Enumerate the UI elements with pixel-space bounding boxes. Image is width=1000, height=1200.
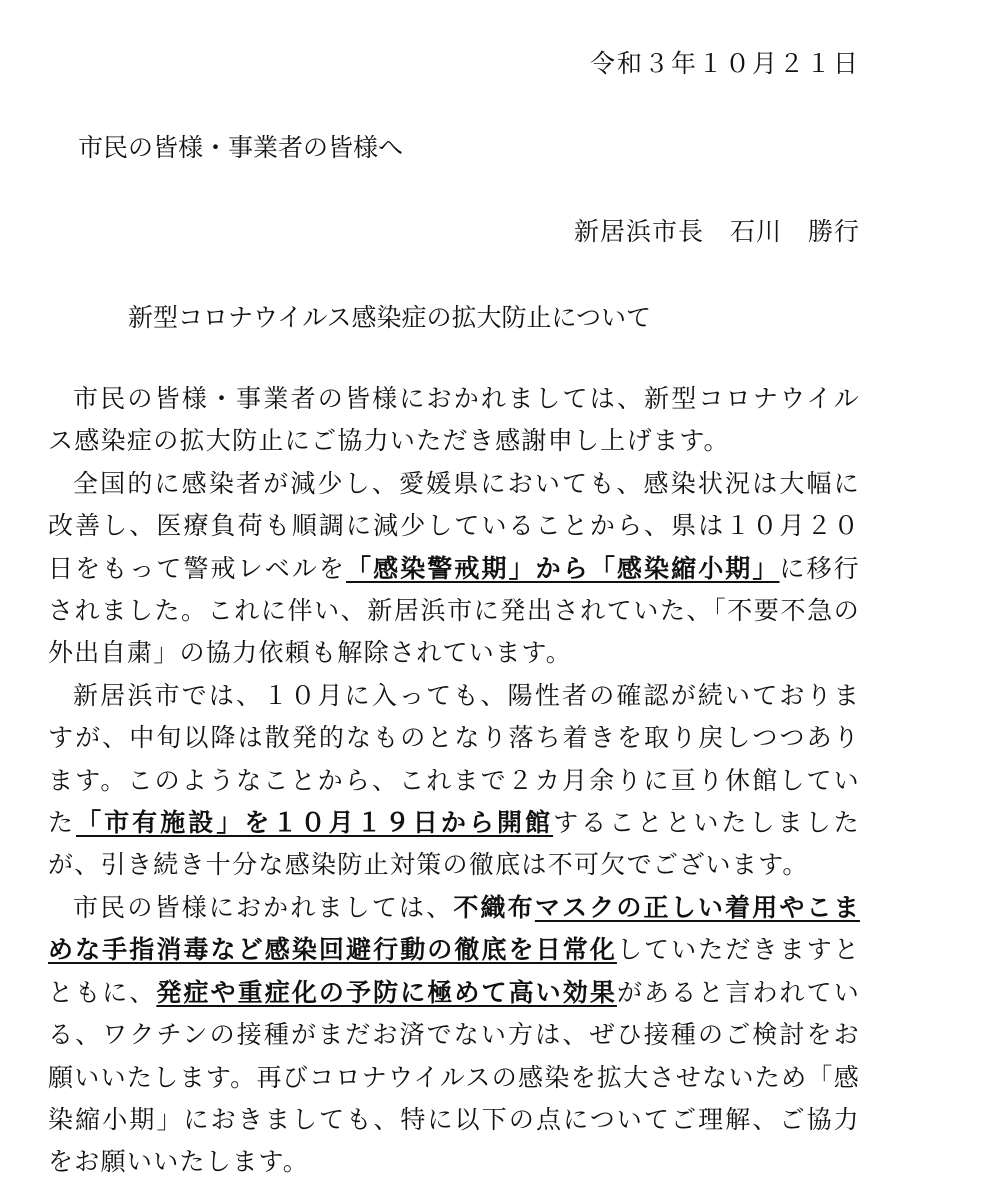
- facility-reopening: 「市有施設」を１０月１９日から開館: [76, 808, 554, 838]
- paragraph-2: [48, 463, 860, 675]
- paragraph-4-text-1: 市民の皆様におかれましては、: [73, 892, 454, 922]
- paragraph-3-text-2: することといたしましたが、引き続き十分な感染防止対策の徹底は不可欠でございます。: [48, 808, 860, 880]
- paragraph-2-text-2: に移行されました。これに伴い、新居浜市に発出されていた、「不要不急の外出自粛」の協力依頼も解除されています。: [48, 553, 860, 668]
- paragraph-3: [48, 675, 860, 887]
- paragraph-3-text-1: 新居浜市では、１０月に入っても、陽性者の確認が続いておりますが、中旬以降は散発的なものとなり落ち着きを取り戻しつつあります。このようなことから、これまで２カ月余りに亘り休館していた: [48, 680, 860, 838]
- paragraph-1: 市民の皆様・事業者の皆様におかれましては、新型コロナウイルス感染症の拡大防止にご協力いただき感謝申し上げます。: [48, 384, 860, 456]
- sender: 新居浜市長 石川 勝行: [573, 217, 860, 246]
- paragraph-4: [48, 887, 860, 1184]
- document-date: 令和３年１０月２１日: [589, 49, 860, 78]
- document-body: [48, 378, 860, 1184]
- vaccine-effect: 発症や重症化の予防に極めて高い効果: [156, 977, 617, 1007]
- paragraph-2-text-1: 全国的に感染者が減少し、愛媛県においても、感染状況は大幅に改善し、医療負荷も順調に減少していることから、県は１０月２０日をもって警戒レベルを: [48, 468, 860, 583]
- paragraph-4-text-3: があると言われている、ワクチンの接種がまだお済でない方は、ぜひ接種のご検討をお願いいたします。再びコロナウイルスの感染を拡大させないため「感染縮小期」におきましても、特に以下の点についてご理解、ご協力をお願いいたします。: [48, 977, 860, 1177]
- addressee: 市民の皆様・事業者の皆様へ: [78, 133, 404, 162]
- alert-level-change: 「感染警戒期」から「感染縮小期」: [346, 553, 780, 583]
- document-subject: 新型コロナウイルス感染症の拡大防止について: [128, 303, 652, 332]
- prevention-behavior: マスクの正しい着用やこまめな手指消毒など感染回避行動の徹底を日常化: [48, 892, 860, 965]
- paragraph-4-text-2: していただきますとともに、: [48, 935, 860, 1007]
- nonwoven-emphasis: 不織布: [453, 892, 535, 922]
